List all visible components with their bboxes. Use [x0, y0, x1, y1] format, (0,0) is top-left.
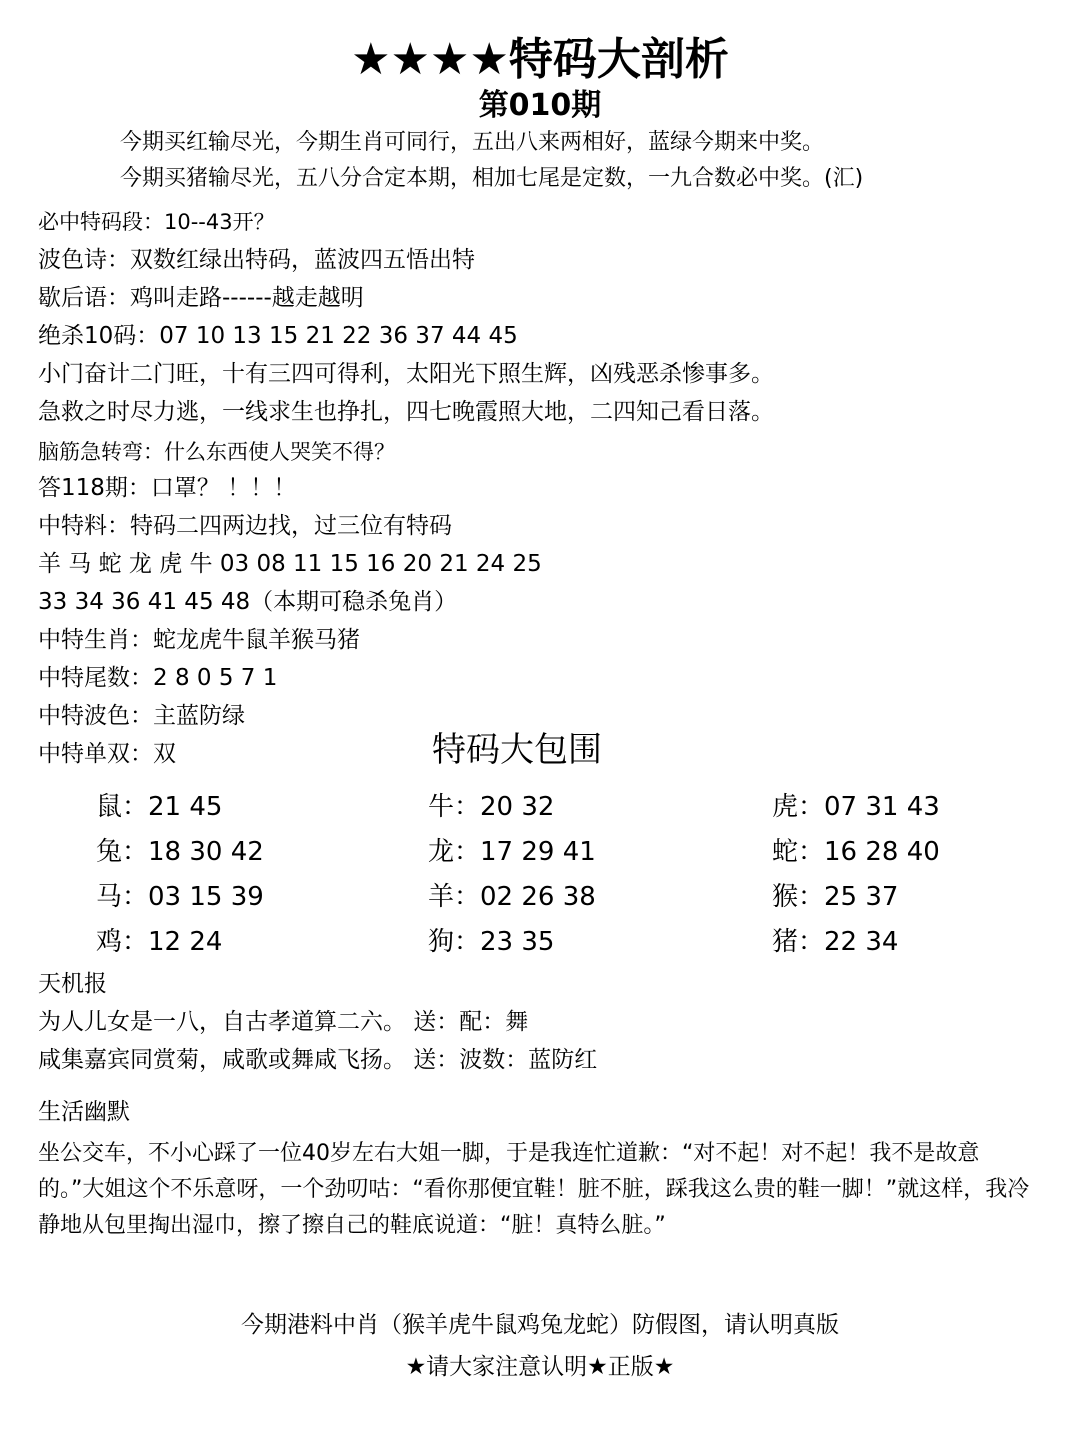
brain-teaser-answer: 答118期：口罩？ ！！！	[38, 475, 297, 501]
grid-cell-horse: 马：03 15 39	[96, 882, 264, 912]
special-zodiac: 中特生肖：蛇龙虎牛鼠羊猴马猪	[38, 627, 360, 653]
xiehouyu: 歇后语：鸡叫走路------越走越明	[38, 285, 364, 311]
humor-heading: 生活幽默	[38, 1099, 130, 1125]
poem-line-1: 小门奋计二门旺，十有三四可得利，太阳光下照生辉，凶残恶杀惨事多。	[38, 361, 774, 387]
grid-cell-ox: 牛：20 32	[428, 792, 555, 822]
special-odd-even: 中特单双：双	[38, 741, 176, 767]
wave-poem: 波色诗：双数红绿出特码，蓝波四五悟出特	[38, 247, 475, 273]
grid-cell-dog: 狗：23 35	[428, 927, 555, 957]
zodiac-numbers-1: 羊 马 蛇 龙 虎 牛 03 08 11 15 16 20 21 24 25	[38, 551, 542, 577]
grid-cell-goat: 羊：02 26 38	[428, 882, 596, 912]
poem-line-2: 急救之时尽力逃，一线求生也挣扎，四七晚霞照大地，二四知己看日落。	[38, 399, 774, 425]
tianji-line-2: 咸集嘉宾同赏菊，咸歌或舞咸飞扬。 送：波数：蓝防红	[38, 1047, 598, 1073]
humor-paragraph: 坐公交车，不小心踩了一位40岁左右大姐一脚，于是我连忙道歉：“对不起！对不起！我不是故意的。”大姐这个不乐意呀，一个劲叨咕：“看你那便宜鞋！脏不脏，踩我这么贵的鞋一脚！”就这样，我冷静地从包里掏出湿巾，擦了擦自己的鞋底说道：“脏！真特么脏。”	[38, 1141, 1030, 1238]
special-wave-color: 中特波色：主蓝防绿	[38, 703, 245, 729]
zodiac-numbers-2: 33 34 36 41 45 48（本期可稳杀兔肖）	[38, 589, 458, 615]
section-title-bao-wei: 特码大包围	[432, 730, 602, 770]
grid-cell-snake: 蛇：16 28 40	[772, 837, 940, 867]
grid-cell-rat: 鼠：21 45	[96, 792, 223, 822]
grid-cell-rooster: 鸡：12 24	[96, 927, 223, 957]
kill-10-codes: 绝杀10码：07 10 13 15 21 22 36 37 44 45	[38, 323, 518, 349]
tianji-heading: 天机报	[38, 971, 107, 997]
special-material: 中特料：特码二四两边找，过三位有特码	[38, 513, 452, 539]
page-title: ★★★★特码大剖析	[351, 34, 729, 85]
grid-cell-pig: 猪：22 34	[772, 927, 899, 957]
special-tail-numbers: 中特尾数：2 8 0 5 7 1	[38, 665, 278, 691]
grid-cell-dragon: 龙：17 29 41	[428, 837, 596, 867]
tianji-line-1: 为人儿女是一八，自古孝道算二六。 送：配：舞	[38, 1009, 529, 1035]
footer-authentic: ★请大家注意认明★正版★	[405, 1354, 675, 1380]
grid-cell-tiger: 虎：07 31 43	[772, 792, 940, 822]
intro-line-2: 今期买猪输尽光，五八分合定本期，相加七尾是定数，一九合数必中奖。(汇)	[120, 166, 864, 191]
brain-teaser: 脑筋急转弯：什么东西使人哭笑不得？	[38, 440, 395, 464]
intro-line-1: 今期买红输尽光，今期生肖可同行，五出八来两相好，蓝绿今期来中奖。	[120, 130, 825, 155]
must-hit-range: 必中特码段：10--43开？	[38, 210, 275, 234]
issue-number: 第010期	[478, 88, 602, 123]
grid-cell-monkey: 猴：25 37	[772, 882, 899, 912]
footer-note: 今期港料中肖（猴羊虎牛鼠鸡兔龙蛇）防假图，请认明真版	[241, 1312, 839, 1338]
grid-cell-rabbit: 兔：18 30 42	[96, 837, 264, 867]
